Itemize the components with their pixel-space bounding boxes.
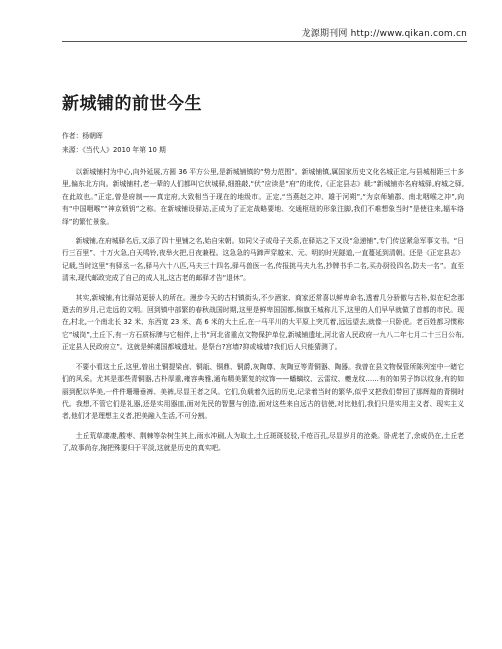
article-paragraph: 土丘荒草凄凄,酸枣、荆棘等杂树生其上,雨水冲刷,人为取土,土丘斑斑驳驳,千疮百孔,尽显岁月的沧桑。卧虎老了,余威仍在,土丘老了,故事尚存,掬把殊要归于平淡,这就是历史的真实吧。 bbox=[62, 431, 464, 453]
publisher-header: 龙源期刊网 http://www.qikan.com.cn bbox=[301, 29, 467, 39]
article-author: 作者：杨朝晖 bbox=[62, 132, 103, 140]
article-source: 来源：《当代人》2010 年第 10 期 bbox=[62, 146, 166, 154]
header-divider bbox=[62, 41, 467, 42]
article-body bbox=[62, 166, 464, 462]
article-paragraph: 其实,新城铺,有比驿站更骄人的所在。漫步今天的古村镇街头,不少酒家、商家还常喜以鲜卑命名,透着几分骄傲与古朴,似在纪念那逝去的岁月,已走远的文明。回到镇中部繁的春秋战国时期,这里是鲜卑国国都,锦旗王城称儿下,这里的人们早早就做了首都的市民。现在,村北,一个南北长 32 米、东西宽 23 米、高 6 米的大土丘,在一马平川的大平原上突兀着,远远望去,就像一只卧虎。老百姓都习惯称它“城岗”,土丘下,有一方石质标牌与它相伴,上书“河北省重点文物保护单位,新城铺遗址,河北省人民政府一九八二年七月二十三日公布,正定县人民政府立”。这就是鲜虞国都城遗址。是祭台?宫墙?抑或城墙?我们后人只能猜测了。 bbox=[62, 293, 464, 352]
article-title: 新城铺的前世今生 bbox=[62, 94, 202, 114]
article-paragraph: 不要小看这土丘,这里,曾出土铜提梁卣、铜瓿、铜鼎、铜爵,灰陶尊、灰陶豆等青铜器、陶器。我曾在县文物保管所陈列室中一睹它们的风采。尤其是那些青铜器,古朴厚重,雍容典雅,通布精美繁复的纹饰——蟠螭纹、云雷纹、夔龙纹……有的如男子饰以纹身,有的如丽到配以华美,一件件珊珊垂裤、美裤,尽显王者之风。它们,负载着久远的历史,记录着当时的繁华,似乎又把我们带回了那辉煌的青铜时代。我想,不管它们是礼器,还是实用器皿,面对先民的智慧与创造,面对这些来自远古的信使,对比他们,我们只是实用主义者、现实主义者,他们才是理想主义者,把美融入生活,不可分割。 bbox=[62, 362, 464, 421]
article-paragraph: 新城铺,在府城驿名后,又添了四十里铺之名,始自宋朝。如同父子或母子关系,在驿站之下又设“急递铺”,专门传送紧急军事文书。“日行三百里”、十万火急,白天鸣铃,夜举火把,日夜兼程。这急急的马蹄声穿越宋、元、明的时光隧道,一直蔓延到清朝。还是《正定县志》记载,当时这里“有驿丞一名,驿马六十八匹,马夫三十四名,驿马兽医一名,传报挑马夫九名,抄牌书手二名,买办厨役四名,防夫一名”。直至清末,现代邮政完成了自己的成人礼,这古老的邮驿才告“退休”。 bbox=[62, 237, 464, 283]
article-paragraph: 以新城铺村为中心,向外延展,方圆 36 平方公里,是新城铺镇的“势力范围”。新城铺镇,属国家历史文化名城正定,与县城相距三十多里,偏东北方向。新城铺村,老一辈的人们都叫它伏城驿,细推敲,“伏”应读是“府”的讹传,《正定县志》载:“新城铺亦名府城驿,府城之驿,在此故也。”正定,曾是府制——真定府,大致相当于现在的地级市。正定,“当燕赵之冲、雄于河朔”,“为京师辅郡、南北咽喉之冲”,向有“中国咽喉”“神京锁钥”之称。在新城铺设驿站,正成为了正定战略要地、交通枢纽的形象注脚,我们不难想象当时”是使往来,辐车络绎”的繁忙景象。 bbox=[62, 168, 464, 226]
